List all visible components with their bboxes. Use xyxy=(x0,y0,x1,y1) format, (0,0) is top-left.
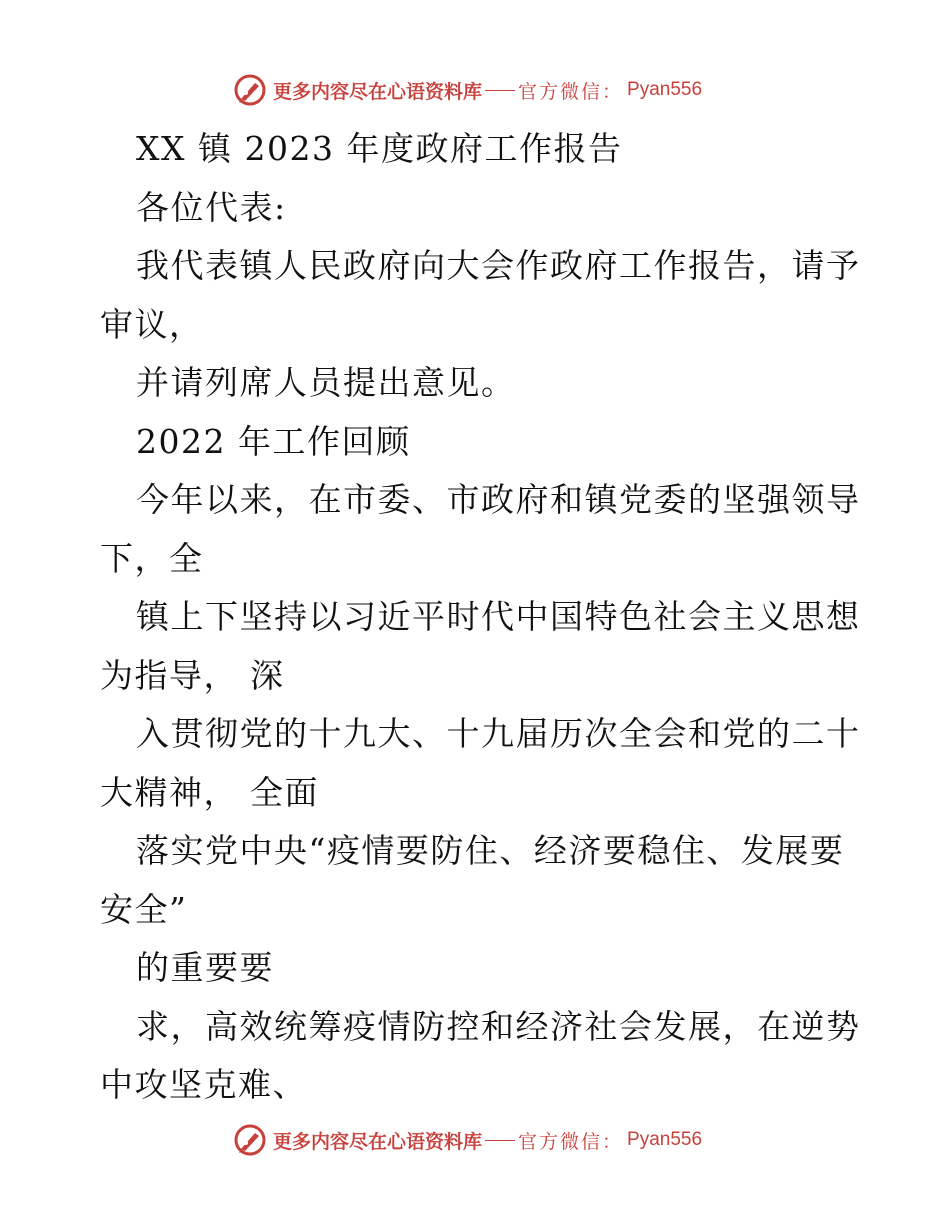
pen-logo-icon xyxy=(233,73,267,107)
paragraph-line: 入贯彻党的十九大、十九届历次全会和党的二十 xyxy=(136,714,861,753)
salutation: 各位代表: xyxy=(136,187,287,227)
banner-wechat-id: Pyan556 xyxy=(627,1129,703,1150)
paragraph-line: 安全” xyxy=(100,889,188,929)
paragraph-line: 的重要要 xyxy=(136,948,274,987)
document-body xyxy=(100,120,860,1115)
pen-logo-icon xyxy=(233,1123,267,1157)
paragraph-line: 落实党中央“疫情要防住、经济要稳住、发展要 xyxy=(136,831,845,870)
banner-dash xyxy=(485,90,515,91)
banner-title: 更多内容尽在心语资料库 xyxy=(273,1130,483,1153)
paragraph-line: 大精神， 全面 xyxy=(100,772,319,812)
banner-wechat-id: Pyan556 xyxy=(627,79,703,100)
banner-dash xyxy=(485,1140,515,1141)
section-heading: 2022 年工作回顾 xyxy=(136,421,411,461)
footer-banner xyxy=(233,1120,702,1160)
banner-wechat-label: 官方微信： xyxy=(518,80,624,103)
paragraph-line: 为指导， 深 xyxy=(100,655,285,695)
banner-title: 更多内容尽在心语资料库 xyxy=(273,80,483,103)
paragraph-line: 并请列席人员提出意见。 xyxy=(136,363,516,402)
banner-wechat-label: 官方微信： xyxy=(518,1130,624,1153)
paragraph-line: 审议， xyxy=(100,304,204,344)
document-title: XX 镇 2023 年度政府工作报告 xyxy=(136,129,623,168)
paragraph-line: 求，高效统筹疫情防控和经济社会发展，在逆势 xyxy=(136,1006,861,1046)
paragraph-line: 中攻坚克难、 xyxy=(100,1065,307,1104)
paragraph-line: 下，全 xyxy=(100,538,204,578)
paragraph-line: 今年以来，在市委、市政府和镇党委的坚强领导 xyxy=(136,480,861,519)
paragraph-line: 镇上下坚持以习近平时代中国特色社会主义思想 xyxy=(136,597,861,636)
paragraph-line: 我代表镇人民政府向大会作政府工作报告，请予 xyxy=(136,246,861,285)
header-banner xyxy=(233,70,702,110)
